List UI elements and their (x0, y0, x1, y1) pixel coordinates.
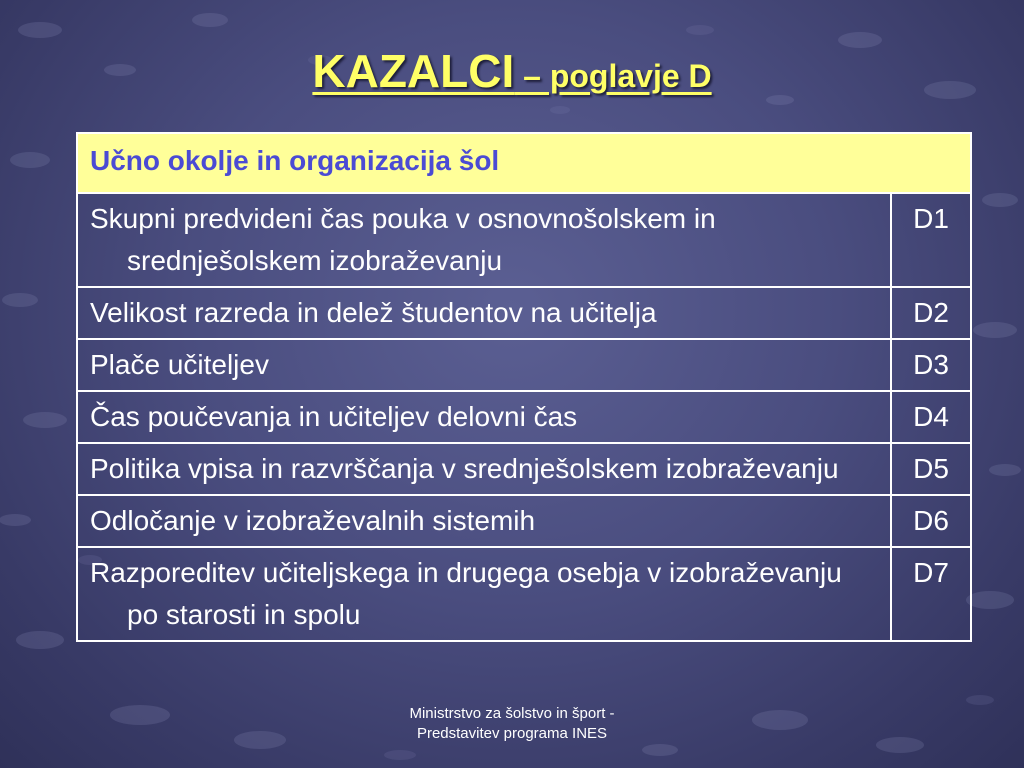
table-row (77, 339, 971, 391)
slide-title-sub: – poglavje D (514, 58, 712, 94)
indicators-table (76, 132, 972, 642)
footer-line-2: Predstavitev programa INES (416, 725, 608, 742)
table-header-row (77, 133, 971, 193)
indicator-label: Razporeditev učiteljskega in drugega osebja v izobraževanju po starosti in spolu (77, 547, 891, 641)
footer-line-1: Ministrstvo za šolstvo in šport - (409, 705, 615, 722)
table-row (77, 443, 971, 495)
indicator-code: D5 (891, 443, 971, 495)
slide-title-main: KAZALCI (312, 45, 515, 97)
indicator-code: D3 (891, 339, 971, 391)
indicator-label: Politika vpisa in razvrščanja v srednješolskem izobraževanju (77, 443, 891, 495)
indicator-code: D7 (891, 547, 971, 641)
table-row (77, 495, 971, 547)
slide-title (0, 44, 1024, 98)
indicator-label: Plače učiteljev (77, 339, 891, 391)
indicator-label: Skupni predvideni čas pouka v osnovnošolskem in srednješolskem izobraževanju (77, 193, 891, 287)
indicator-code: D4 (891, 391, 971, 443)
table-row (77, 547, 971, 641)
slide-footer (312, 704, 712, 744)
indicator-label: Velikost razreda in delež študentov na učitelja (77, 287, 891, 339)
indicator-code: D2 (891, 287, 971, 339)
table-row (77, 287, 971, 339)
table-row (77, 193, 971, 287)
indicator-label: Čas poučevanja in učiteljev delovni čas (77, 391, 891, 443)
indicator-label: Odločanje v izobraževalnih sistemih (77, 495, 891, 547)
indicator-code: D6 (891, 495, 971, 547)
table-header-cell: Učno okolje in organizacija šol (77, 133, 971, 193)
indicator-code: D1 (891, 193, 971, 287)
table-row (77, 391, 971, 443)
